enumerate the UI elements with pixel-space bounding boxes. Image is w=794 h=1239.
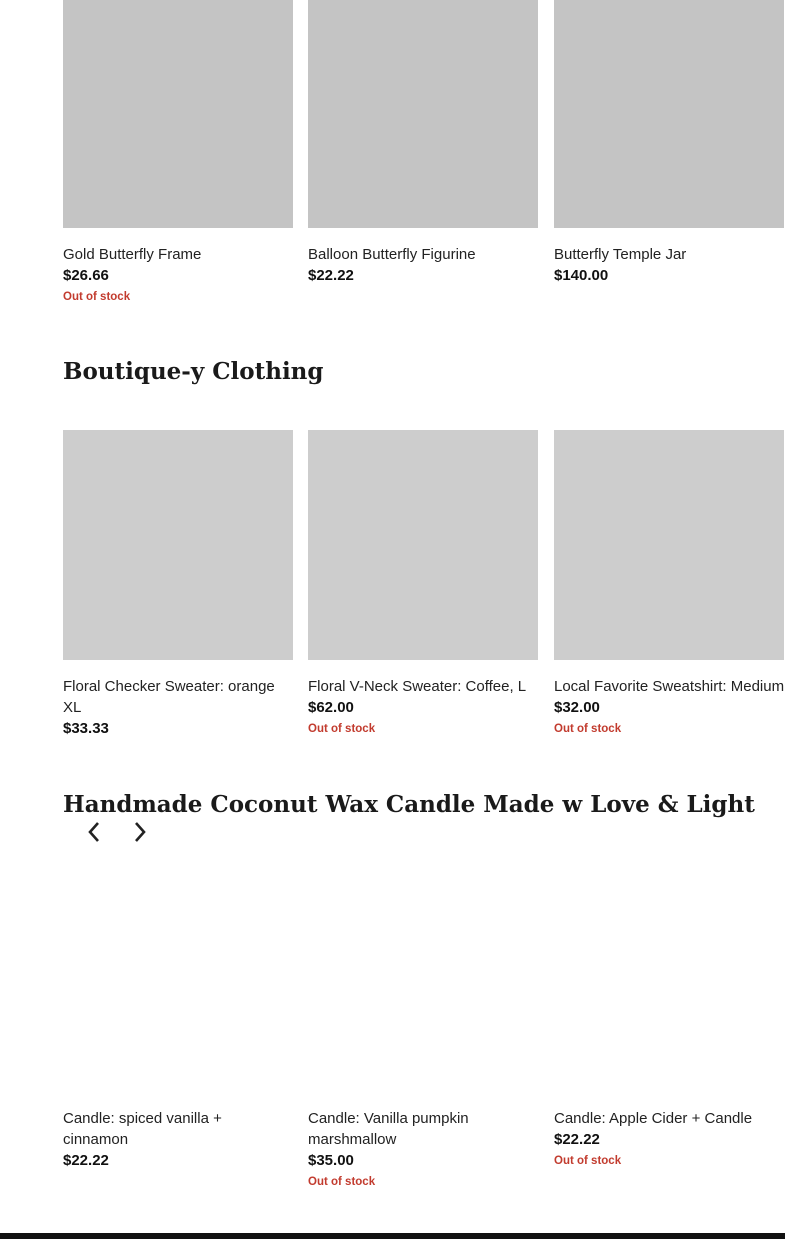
stock-status: Out of stock — [554, 723, 622, 735]
product-image[interactable] — [308, 862, 538, 1092]
product-card[interactable] — [63, 0, 293, 306]
product-title[interactable]: Butterfly Temple Jar — [554, 246, 687, 263]
product-title[interactable]: Candle: Vanilla pumpkin marshmallow — [308, 1110, 469, 1148]
product-image[interactable] — [63, 0, 293, 228]
product-price: $62.00 — [308, 699, 354, 716]
section-heading: Handmade Coconut Wax Candle Made w Love & Light — [63, 791, 755, 818]
product-image[interactable] — [308, 430, 538, 660]
product-image[interactable] — [63, 862, 293, 1092]
product-price: $35.00 — [308, 1152, 354, 1169]
product-price: $22.22 — [554, 1131, 600, 1148]
stock-status: Out of stock — [308, 1176, 376, 1188]
product-title[interactable]: Floral V-Neck Sweater: Coffee, L — [308, 678, 527, 695]
stock-status: Out of stock — [308, 723, 376, 735]
product-price: $140.00 — [554, 267, 609, 284]
product-price: $22.22 — [63, 1152, 109, 1169]
product-price: $32.00 — [554, 699, 600, 716]
product-card[interactable] — [63, 430, 293, 741]
product-card[interactable] — [554, 862, 784, 1170]
product-card[interactable] — [308, 0, 538, 288]
product-card[interactable] — [554, 430, 784, 738]
product-image[interactable] — [63, 430, 293, 660]
product-price: $33.33 — [63, 720, 109, 737]
product-carousel-butterflies — [63, 0, 723, 358]
product-title[interactable]: Local Favorite Sweatshirt: Medium — [554, 678, 785, 695]
product-price: $26.66 — [63, 267, 109, 284]
footer-edge — [0, 1233, 785, 1239]
product-price: $22.22 — [308, 267, 354, 284]
product-card[interactable] — [308, 430, 538, 738]
product-title[interactable]: Candle: Apple Cider + Candle — [554, 1110, 753, 1127]
product-title[interactable]: Floral Checker Sweater: orange XL — [63, 678, 275, 716]
product-title[interactable]: Candle: spiced vanilla + cinnamon — [63, 1110, 222, 1148]
product-carousel-clothing — [63, 430, 785, 790]
product-image[interactable] — [554, 0, 784, 228]
carousel-prev-button[interactable] — [82, 818, 106, 846]
carousel-controls — [82, 818, 152, 846]
product-card[interactable] — [554, 0, 784, 288]
stock-status: Out of stock — [63, 291, 131, 303]
chevron-right-icon — [131, 820, 149, 844]
chevron-left-icon — [85, 820, 103, 844]
product-image[interactable] — [308, 0, 538, 228]
section-heading: Boutique-y Clothing — [63, 358, 324, 385]
product-carousel-candles — [63, 862, 753, 1222]
stock-status: Out of stock — [554, 1155, 622, 1167]
product-image[interactable] — [554, 862, 784, 1092]
product-card[interactable] — [63, 862, 293, 1173]
carousel-next-button[interactable] — [128, 818, 152, 846]
product-title[interactable]: Gold Butterfly Frame — [63, 246, 202, 263]
product-image[interactable] — [554, 430, 784, 660]
product-title[interactable]: Balloon Butterfly Figurine — [308, 246, 476, 263]
product-card[interactable] — [308, 862, 538, 1191]
